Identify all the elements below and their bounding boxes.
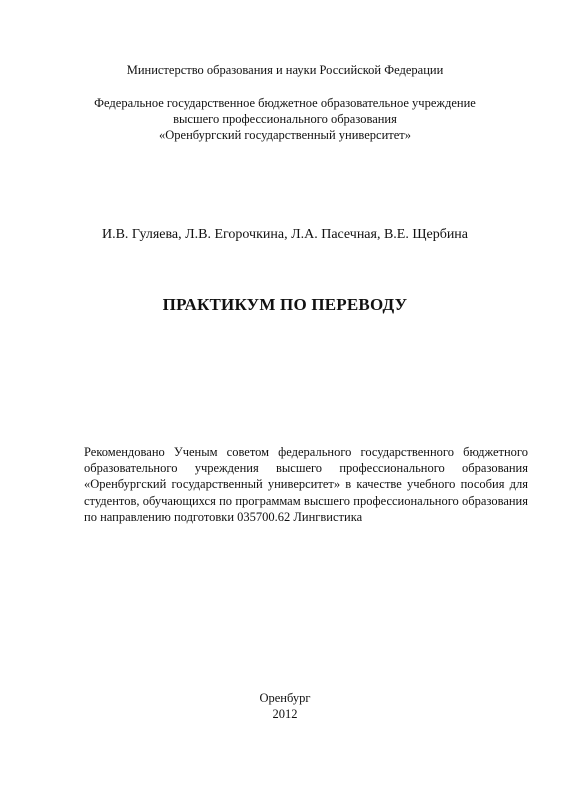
institution-line-3: «Оренбургский государственный университет» xyxy=(159,128,411,142)
publication-year: 2012 xyxy=(272,707,298,721)
institution-line-1: Федеральное государственное бюджетное образовательное учреждение xyxy=(94,96,476,110)
ministry-text: Министерство образования и науки Российской Федерации xyxy=(126,63,444,77)
institution-name xyxy=(0,95,570,143)
institution-line-2: высшего профессионального образования xyxy=(173,112,397,126)
ministry-name xyxy=(0,62,570,78)
document-title: ПРАКТИКУМ ПО ПЕРЕВОДУ xyxy=(162,295,408,314)
recommendation-paragraph: Рекомендовано Ученым советом федерального государственного бюджетного образовательного учреждения высшего профессионального образования «Оренбургский государственный университет» в качестве учебного пособия для студентов, обучающихся по программам высшего профессионального образования по направлению подготовки 035700.62 Лингвистика xyxy=(84,445,528,524)
authors-line: И.В. Гуляева, Л.В. Егорочкина, Л.А. Пасечная, В.Е. Щербина xyxy=(101,227,469,242)
publication-footer xyxy=(0,690,570,722)
publication-city: Оренбург xyxy=(259,691,311,705)
